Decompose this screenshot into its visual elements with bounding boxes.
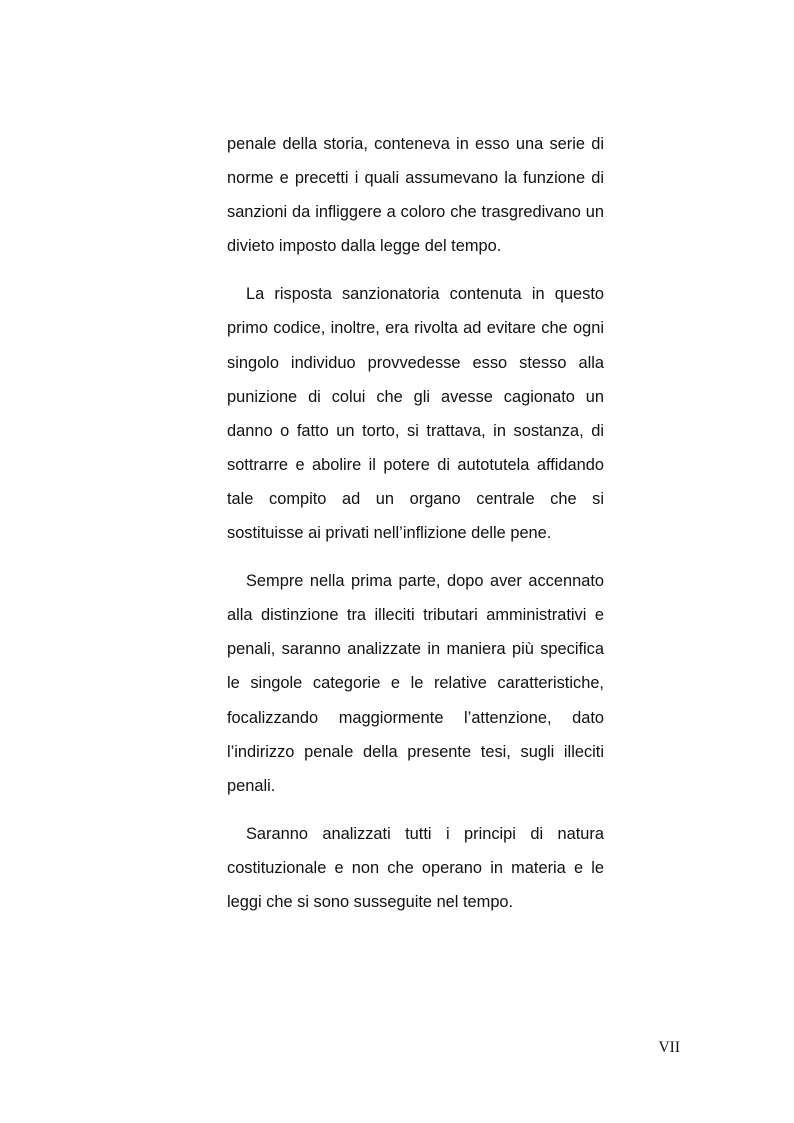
paragraph: Sempre nella prima parte, dopo aver accennato alla distinzione tra illeciti tributari amministrativi e penali, saranno analizzate in maniera più specifica le singole categorie e le relative caratteristiche, focalizzando maggiormente l’attenzione, dato l’indirizzo penale della presente tesi, sugli illeciti penali. <box>227 572 604 795</box>
paragraph: Saranno analizzati tutti i principi di natura costituzionale e non che operano in materia e le leggi che si sono susseguite nel tempo. <box>227 824 604 911</box>
page-number: VII <box>658 1039 680 1056</box>
body-text <box>227 127 604 933</box>
paragraph: La risposta sanzionatoria contenuta in questo primo codice, inoltre, era rivolta ad evitare che ogni singolo individuo provvedesse esso stesso alla punizione di colui che gli avesse cagionato un danno o fatto un torto, si trattava, in sostanza, di sottrarre e abolire il potere di autotutela affidando tale compito ad un organo centrale che si sostituisse ai privati nell’inflizione delle pene. <box>227 285 604 543</box>
paragraph-continuation: penale della storia, conteneva in esso una serie di norme e precetti i quali assumevano la funzione di sanzioni da infliggere a coloro che trasgredivano un divieto imposto dalla legge del tempo. <box>227 135 604 256</box>
